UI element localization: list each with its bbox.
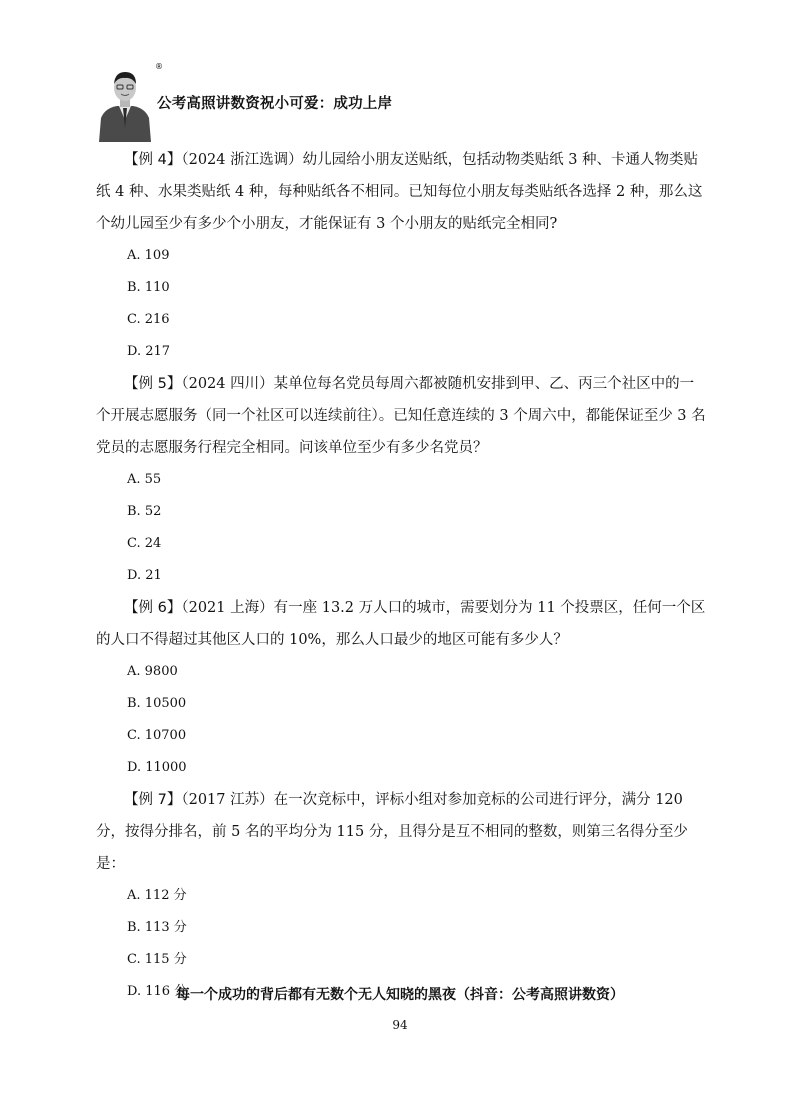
question-example-7: [96, 784, 708, 1008]
question-text: （2021 上海）有一座 13.2 万人口的城市，需要划分为 11 个投票区，任何一个区的人口不得超过其他区人口的 10%，那么人口最少的地区可能有多少人？: [96, 600, 706, 648]
option-d: D. 11000: [127, 760, 187, 775]
option-a: A. 112 分: [127, 888, 187, 903]
option-list: [96, 464, 708, 592]
question-label: 【例 7】: [124, 792, 182, 808]
question-label: 【例 6】: [124, 600, 182, 616]
registered-mark: ®: [155, 62, 163, 71]
option-a: A. 55: [127, 472, 162, 487]
option-b: B. 113 分: [127, 920, 187, 935]
option-c: C. 216: [127, 312, 170, 327]
question-stem: [96, 144, 708, 240]
option-b: B. 52: [127, 504, 162, 519]
question-example-6: [96, 592, 708, 784]
option-c: C. 10700: [127, 728, 187, 743]
question-label: 【例 4】: [124, 152, 182, 168]
question-label: 【例 5】: [124, 376, 182, 392]
author-avatar: [97, 62, 153, 142]
question-text: （2017 江苏）在一次竞标中，评标小组对参加竞标的公司进行评分，满分 120 分，按得分排名，前 5 名的平均分为 115 分，且得分是互不相同的整数，则第三名得分至少是：: [96, 792, 688, 872]
question-example-5: [96, 368, 708, 592]
header-title: 公考高照讲数资祝小可爱：成功上岸: [157, 96, 393, 112]
option-d: D. 116 分: [127, 984, 188, 999]
question-example-4: [96, 144, 708, 368]
question-stem: [96, 784, 708, 880]
option-d: D. 217: [127, 344, 171, 359]
option-d: D. 21: [127, 568, 162, 583]
page-header: [97, 62, 697, 144]
question-text: （2024 四川）某单位每名党员每周六都被随机安排到甲、乙、丙三个社区中的一个开展志愿服务（同一个社区可以连续前往）。已知任意连续的 3 个周六中，都能保证至少 3 名党员的志愿服务行程完全相同。问该单位至少有多少名党员？: [96, 376, 706, 456]
question-stem: [96, 368, 708, 464]
option-b: B. 10500: [127, 696, 187, 711]
option-list: [96, 656, 708, 784]
option-b: B. 110: [127, 280, 170, 295]
option-c: C. 115 分: [127, 952, 187, 967]
option-a: A. 9800: [127, 664, 178, 679]
option-a: A. 109: [127, 248, 170, 263]
question-stem: [96, 592, 708, 656]
page-number: 94: [392, 1018, 408, 1032]
question-list: [96, 144, 708, 1008]
option-c: C. 24: [127, 536, 162, 551]
option-list: [96, 240, 708, 368]
footer-slogan: 每一个成功的背后都有无数个无人知晓的黑夜（抖音：公考高照讲数资）: [176, 987, 624, 1003]
question-text: （2024 浙江选调）幼儿园给小朋友送贴纸，包括动物类贴纸 3 种、卡通人物类贴纸 4 种、水果类贴纸 4 种，每种贴纸各不相同。已知每位小朋友每类贴纸各选择 2 种，那么这个幼儿园至少有多少个小朋友，才能保证有 3 个小朋友的贴纸完全相同?: [96, 152, 703, 232]
